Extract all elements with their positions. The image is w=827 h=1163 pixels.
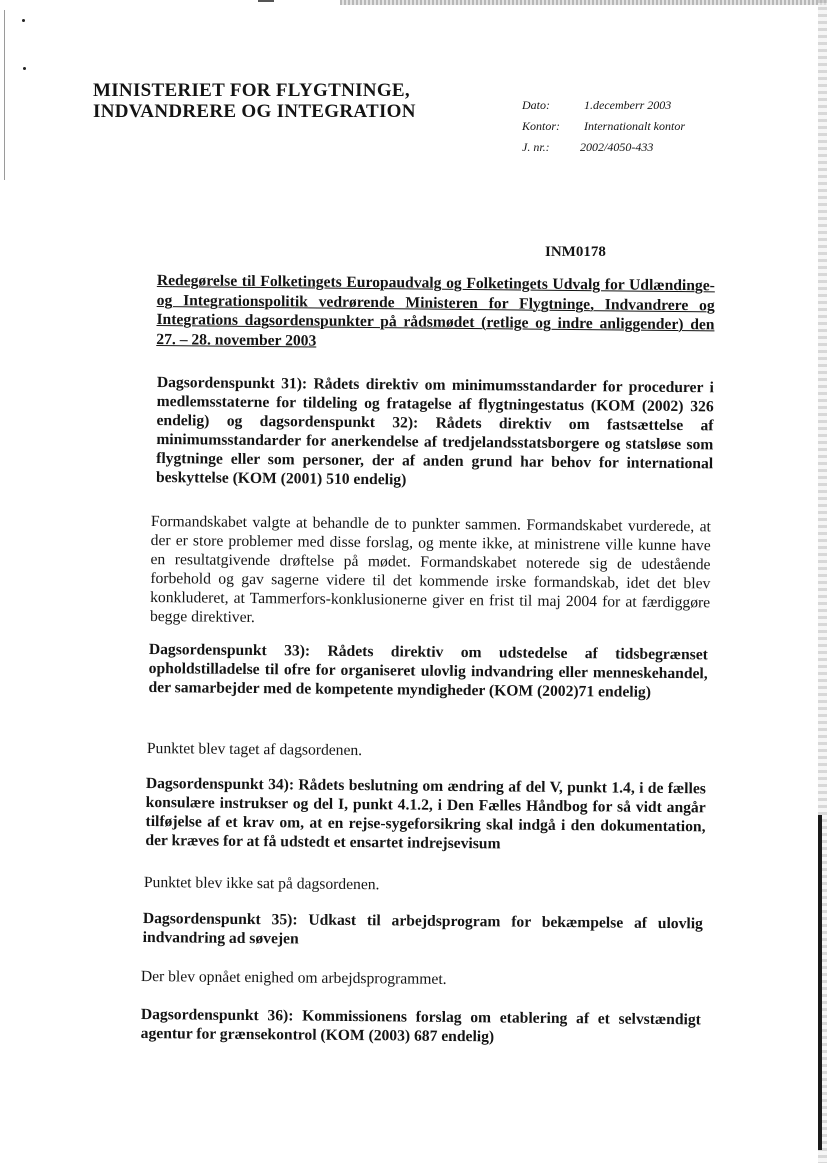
scan-artifact xyxy=(4,10,5,180)
agenda-heading-31-32: Dagsordenspunkt 31): Rådets direktiv om minimumsstandarder for procedurer i medlemsstaterne for tildeling og fratagelse af flygtningestatus (KOM (2002) 326 endelig) og dagsordenspunkt 32): Rådets direktiv om fastsættelse af minimumsstandarder for anerkendelse af tredjelandsstatsborgere og statsløse som flygtninge eller som personer, der af anden grund har behov for international beskyttelse (KOM (2001) 510 endelig) xyxy=(155,373,714,489)
agenda-text-31-32: Formandskabet valgte at behandle de to punkter sammen. Formandskabet vurderede, at der er store problemer med disse forslag, og mente ikke, at ministrene ville kunne have en resultatgivende drøftelse på mødet. Formandskabet noterede sig de udestående forbehold og gav sagerne videre til det kommende irske formandskab, idet det blev konkluderet, at Tammerfors-konklusionerne giver en frist til maj 2004 for at færdiggøre begge direktiver. xyxy=(149,512,711,627)
ministry-line-1: MINISTERIET FOR FLYGTNINGE, xyxy=(93,80,410,101)
meta-date-row xyxy=(522,95,685,116)
office-value: Internationalt kontor xyxy=(584,119,685,133)
ref-value: 2002/4050-433 xyxy=(580,140,654,154)
meta-office-row xyxy=(522,116,685,137)
scan-speck xyxy=(22,19,25,22)
document-title: Redegørelse til Folketingets Europaudvalg og Folketingets Udvalg for Udlændinge- og Integrationspolitik vedrørende Ministeren for Flygtninge, Indvandrere og Integrations dagsordenspunkter på rådsmødet (retlige og indre anliggender) den 27. – 28. november 2003 xyxy=(156,271,715,350)
ref-label: J. nr.: xyxy=(522,140,550,154)
agenda-heading-34: Dagsordenspunkt 34): Rådets beslutning om ændring af del V, punkt 1.4, i de fælles konsulære instrukser og del I, punkt 4.1.2, i Den Fælles Håndbog for så vidt angår tilføjelse af et krav om, at en rejse-sygeforsikring skal indgå i den dokumentation, der kræves for at få udstedt et ensartet indrejsevisum xyxy=(145,774,706,853)
agenda-text-34: Punktet blev ikke sat på dagsordenen. xyxy=(143,873,380,894)
scan-speck xyxy=(23,67,26,70)
agenda-text-33: Punktet blev taget af dagsordenen. xyxy=(146,739,363,760)
agenda-heading-33: Dagsordenspunkt 33): Rådets direktiv om udstedelse af tidsbegrænset opholdstilladelse til ofre for organiseret ulovlig indvandring eller menneskehandel, der samarbejder med de kompetente myndigheder (KOM (2002)71 endelig) xyxy=(148,640,708,701)
date-value: 1.decemberr 2003 xyxy=(584,98,672,112)
scan-artifact xyxy=(818,815,822,1150)
agenda-text-35: Der blev opnået enighed om arbejdsprogrammet. xyxy=(140,967,447,988)
ministry-line-2: INDVANDRERE OG INTEGRATION xyxy=(93,101,416,122)
scan-artifact xyxy=(340,0,827,5)
office-label: Kontor: xyxy=(522,119,561,133)
ministry-name xyxy=(93,80,416,122)
date-label: Dato: xyxy=(522,98,550,112)
agenda-heading-36: Dagsordenspunkt 36): Kommissionens forslag om etablering af et selvstændigt agentur for grænsekontrol (KOM (2003) 687 endelig) xyxy=(140,1005,701,1046)
meta-ref-row xyxy=(522,137,685,158)
scan-artifact xyxy=(258,0,274,2)
document-code: INM0178 xyxy=(545,244,606,260)
document-metadata xyxy=(522,95,685,158)
agenda-heading-35: Dagsordenspunkt 35): Udkast til arbejdsprogram for bekæmpelse af ulovlig indvandring ad søvejen xyxy=(142,909,703,948)
